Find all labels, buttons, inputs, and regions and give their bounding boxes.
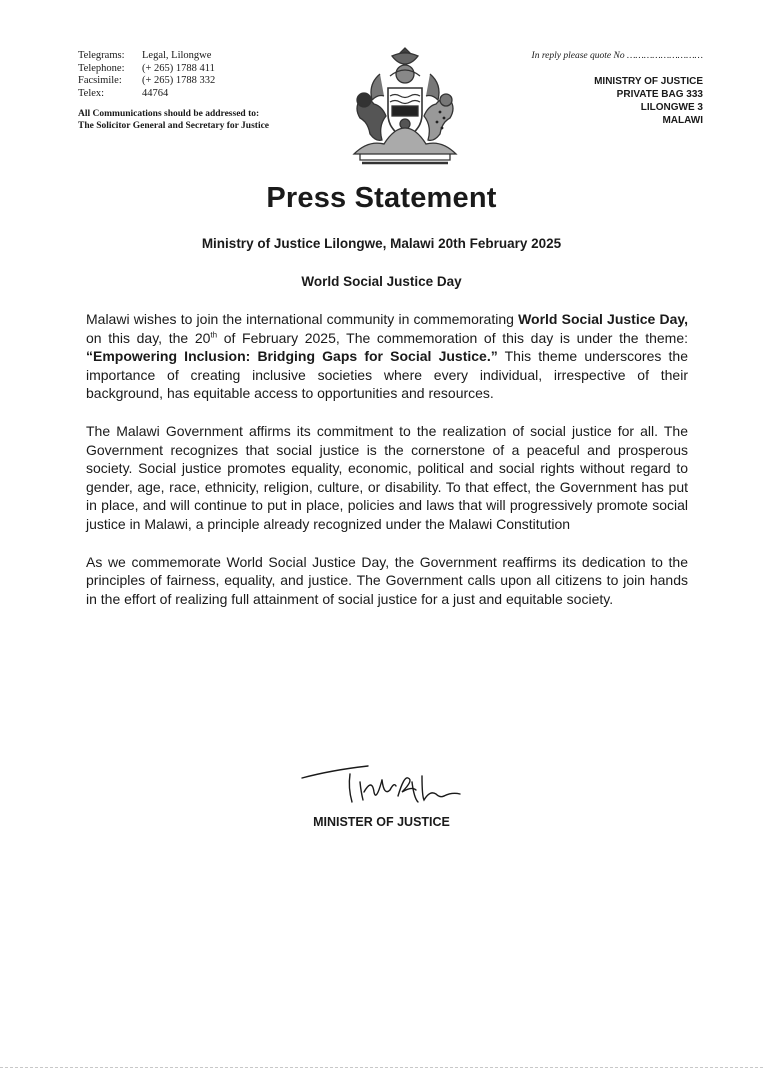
signer-title: MINISTER OF JUSTICE (313, 815, 450, 829)
statement-subtitle: World Social Justice Day (301, 274, 462, 289)
letterhead-address (503, 50, 703, 127)
dateline: Ministry of Justice Lilongwe, Malawi 20th February 2025 (201, 236, 562, 251)
address-line: PRIVATE BAG 333 (616, 89, 703, 100)
letterhead-contacts (78, 50, 318, 132)
contact-telegrams: Telegrams: Legal, Lilongwe (78, 50, 212, 61)
page-bottom-border (0, 1067, 763, 1068)
address-line: LILONGWE 3 (640, 102, 703, 113)
contact-telex: Telex: 44764 (78, 87, 169, 99)
paragraph-3: As we commemorate World Social Justice Day, the Government reaffirms its dedication to the principles of fairness, equality, and justice. The Government calls upon all citizens to join hands in the effort of realizing full attainment of social justice for a just and equitable society. (86, 553, 688, 607)
malawi-coat-of-arms-icon (340, 42, 470, 168)
paragraph-2: The Malawi Government affirms its commitment to the realization of social justice for all. The Government recognizes that social justice is the cornerstone of a peaceful and prosperous society. Social justice promotes equality, economic, political and social rights without regard to gender, age, race, ethnicity, religion, culture, or disability. To that effect, the Government has put in place, and will continue to put in place, policies and laws that will progressively promote social justice in Malawi, a principle already recognized under the Malawi Constitution (86, 422, 688, 532)
signature-image (298, 752, 488, 810)
statement-body (86, 310, 688, 627)
page-title: Press Statement (266, 182, 497, 214)
paragraph-1: Malawi wishes to join the international community in commemorating World Social Justice Day, on this day, the 20th of February 2025, The commemoration of this day is under the theme: “Empowering Inclusion: Bridging Gaps for Social Justice.” This theme underscores the importance of creating inclusive societies where every individual, irrespective of their background, has equitable access to opportunities and resources. (86, 311, 689, 402)
contact-facsimile: Facsimile: (+ 265) 1788 332 (78, 75, 216, 86)
contact-telephone: Telephone: (+ 265) 1788 411 (78, 62, 215, 74)
address-line: MALAWI (662, 115, 703, 126)
communications-note: All Communications should be addressed to: The Solicitor General and Secretary for Justice (78, 109, 270, 131)
reply-quote: In reply please quote No ……………………… (531, 51, 703, 61)
address-line: MINISTRY OF JUSTICE (594, 76, 703, 87)
